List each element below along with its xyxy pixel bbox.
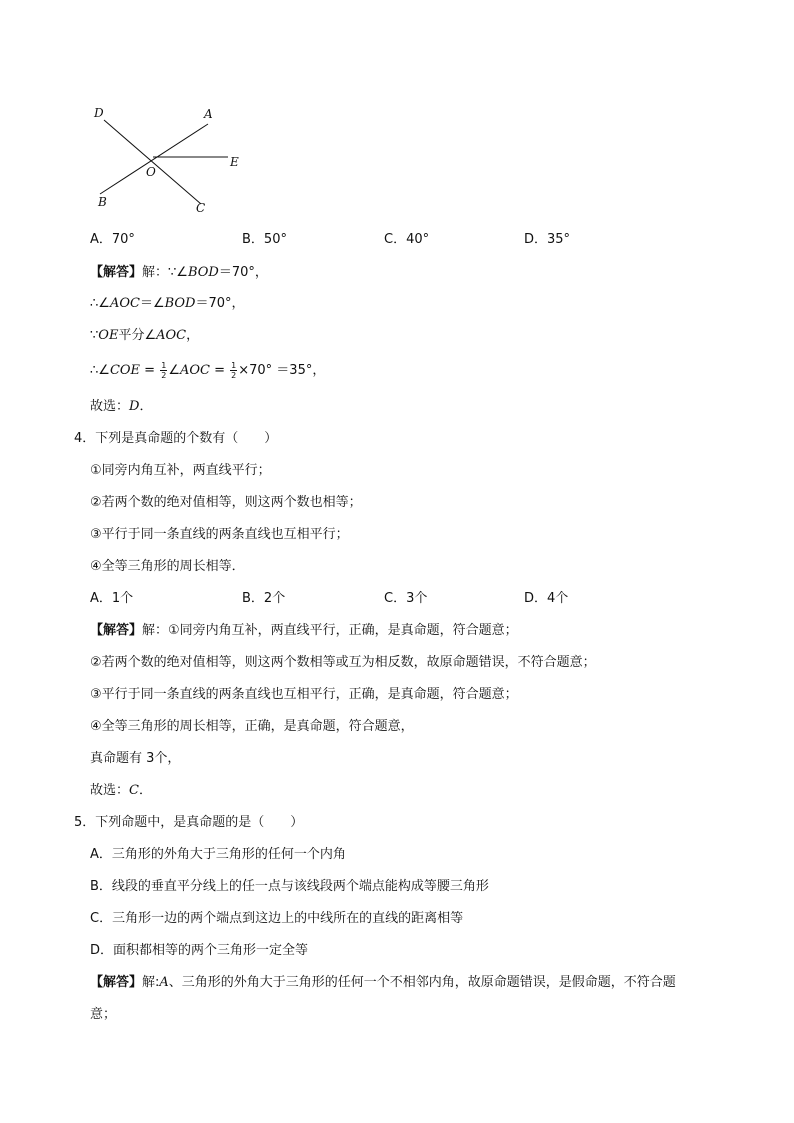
q4-item-4: ④全等三角形的周长相等．	[90, 559, 245, 574]
q3-option-b: B．50°	[242, 232, 287, 247]
q3-answer-line-4: ∴∠COE = $\frac{1}{2}$ ∠AOC = $\frac{1}{2}$ ×70° ＝35°，	[90, 361, 326, 380]
q5-option-c: C．三角形一边的两个端点到这边上的中线所在的直线的距离相等	[90, 911, 464, 926]
q3-option-c: C．40°	[384, 232, 430, 247]
q5-answer-line-2: 意；	[90, 1007, 117, 1022]
label-a: A	[204, 107, 213, 121]
q4-answer-line-1: 【解答】解：①同旁内角互补，两直线平行，正确，是真命题，符合题意；	[90, 623, 518, 638]
q4-item-3: ③平行于同一条直线的两条直线也互相平行；	[90, 527, 349, 542]
q5-answer-line-1: 【解答】解:A、三角形的外角大于三角形的任何一个不相邻内角，故原命题错误，是假命题，不符合题	[90, 975, 676, 990]
q5-option-d: D．面积都相等的两个三角形一定全等	[90, 943, 309, 958]
fraction-half: $\frac{1}{2}$	[161, 361, 167, 380]
answer-tag: 【解答】	[90, 975, 143, 990]
q4-answer-line-5: 真命题有 3个，	[90, 751, 181, 766]
q4-option-b: B．2个	[242, 591, 286, 606]
q4-answer-line-3: ③平行于同一条直线的两条直线也互相平行，正确，是真命题，符合题意；	[90, 687, 518, 702]
q4-option-c: C．3个	[384, 591, 428, 606]
q3-select: 故选：D．	[90, 399, 153, 414]
q3-answer-line-2: ∴∠AOC＝∠BOD＝70°，	[90, 296, 245, 311]
q4-option-a: A．1个	[90, 591, 134, 606]
q4-select: 故选：C．	[90, 783, 152, 798]
line-da	[104, 120, 201, 204]
answer-tag: 【解答】	[90, 623, 143, 638]
q4-answer-line-4: ④全等三角形的周长相等，正确，是真命题，符合题意，	[90, 719, 414, 734]
q4-answer-line-2: ②若两个数的绝对值相等，则这两个数相等或互为相反数，故原命题错误，不符合题意；	[90, 655, 596, 670]
q3-option-a: A．70°	[90, 232, 135, 247]
q3-option-d: D．35°	[524, 232, 571, 247]
q4-option-d: D．4个	[524, 591, 569, 606]
label-b: B	[98, 195, 107, 209]
q4-item-1: ①同旁内角互补，两直线平行；	[90, 463, 271, 478]
q5-option-b: B．线段的垂直平分线上的任一点与该线段两个端点能构成等腰三角形	[90, 879, 489, 894]
angle-figure	[80, 100, 280, 220]
fraction-half: $\frac{1}{2}$	[231, 361, 237, 380]
label-e: E	[230, 155, 239, 169]
q5-stem: 5．下列命题中，是真命题的是（ ）	[74, 815, 304, 830]
q4-item-2: ②若两个数的绝对值相等，则这两个数也相等；	[90, 495, 362, 510]
label-o: O	[146, 165, 156, 179]
q3-answer-line-1: 【解答】解：∵∠BOD＝70°，	[90, 265, 268, 280]
answer-tag: 【解答】	[90, 265, 143, 280]
line-ba	[100, 124, 208, 194]
label-d: D	[94, 106, 104, 120]
label-c: C	[196, 201, 206, 215]
q5-option-a: A．三角形的外角大于三角形的任何一个内角	[90, 847, 346, 862]
q4-stem: 4．下列是真命题的个数有（ ）	[74, 431, 278, 446]
q3-answer-line-3: ∵OE平分∠AOC，	[90, 328, 200, 343]
